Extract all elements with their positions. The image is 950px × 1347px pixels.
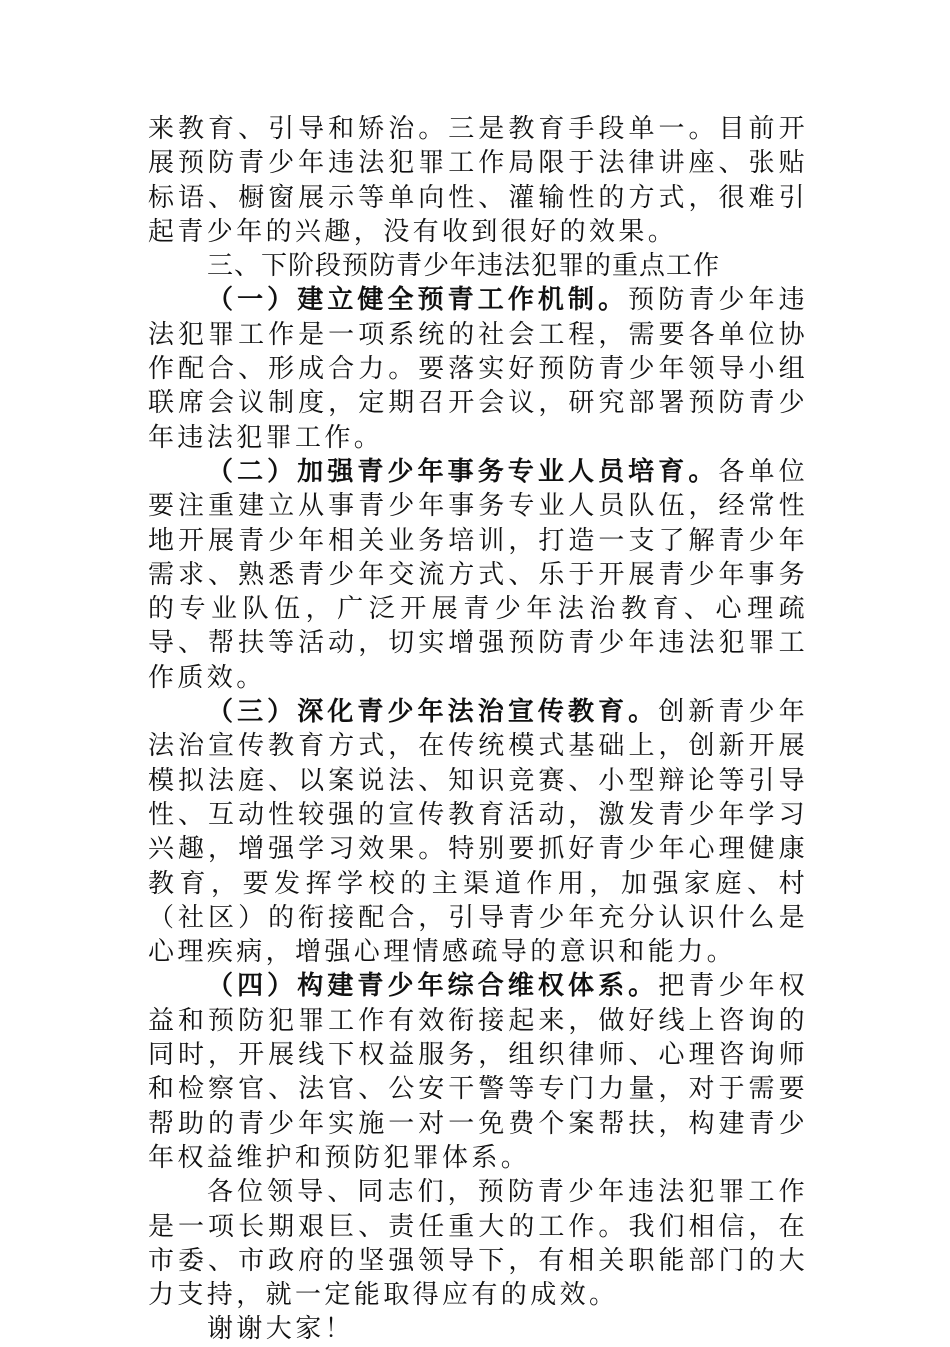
- closing-paragraph: 各位领导、同志们，预防青少年违法犯罪工作是一项长期艰巨、责任重大的工作。我们相信，在市委、市政府的坚强领导下，有相关职能部门的大力支持，就一定能取得应有的成效。: [148, 1177, 808, 1311]
- item-3-title: （三）深化青少年法治宣传教育。: [207, 697, 659, 728]
- item-2-title: （二）加强青少年事务专业人员培育。: [207, 456, 719, 487]
- item-3-paragraph: [148, 695, 808, 969]
- item-1-body: 预防青少年违法犯罪工作是一项系统的社会工程，需要各单位协作配合、形成合力。要落实好预防青少年领导小组联席会议制度，定期召开会议，研究部署预防青少年违法犯罪工作。: [148, 285, 808, 453]
- item-1-title: （一）建立健全预青工作机制。: [207, 285, 629, 316]
- document-body: [148, 112, 808, 1347]
- section-heading: 三、下阶段预防青少年违法犯罪的重点工作: [207, 251, 721, 282]
- item-1-paragraph: [148, 283, 808, 454]
- intro-paragraph: 来教育、引导和矫治。三是教育手段单一。目前开展预防青少年违法犯罪工作局限于法律讲座、张贴标语、橱窗展示等单向性、灌输性的方式，很难引起青少年的兴趣，没有收到很好的效果。: [148, 114, 808, 247]
- thanks-line: 谢谢大家！: [207, 1314, 355, 1345]
- item-3-body: 创新青少年法治宣传教育方式，在传统模式基础上，创新开展模拟法庭、以案说法、知识竞赛、小型辩论等引导性、互动性较强的宣传教育活动，激发青少年学习兴趣，增强学习效果。特别要抓好青少年心理健康教育，要发挥学校的主渠道作用，加强家庭、村（社区）的衔接配合，引导青少年充分认识什么是心理疾病，增强心理情感疏导的意识和能力。: [148, 697, 808, 968]
- item-2-paragraph: [148, 455, 808, 695]
- item-4-paragraph: [148, 969, 808, 1175]
- item-4-title: （四）构建青少年综合维权体系。: [207, 971, 659, 1002]
- item-2-body: 各单位要注重建立从事青少年事务专业人员队伍，经常性地开展青少年相关业务培训，打造一支了解青少年需求、熟悉青少年交流方式、乐于开展青少年事务的专业队伍，广泛开展青少年法治教育、心理疏导、帮扶等活动，切实增强预防青少年违法犯罪工作质效。: [148, 456, 808, 693]
- item-4-body: 把青少年权益和预防犯罪工作有效衔接起来，做好线上咨询的同时，开展线下权益服务，组织律师、心理咨询师和检察官、法官、公安干警等专门力量，对于需要帮助的青少年实施一对一免费个案帮扶，构建青少年权益维护和预防犯罪体系。: [148, 971, 808, 1173]
